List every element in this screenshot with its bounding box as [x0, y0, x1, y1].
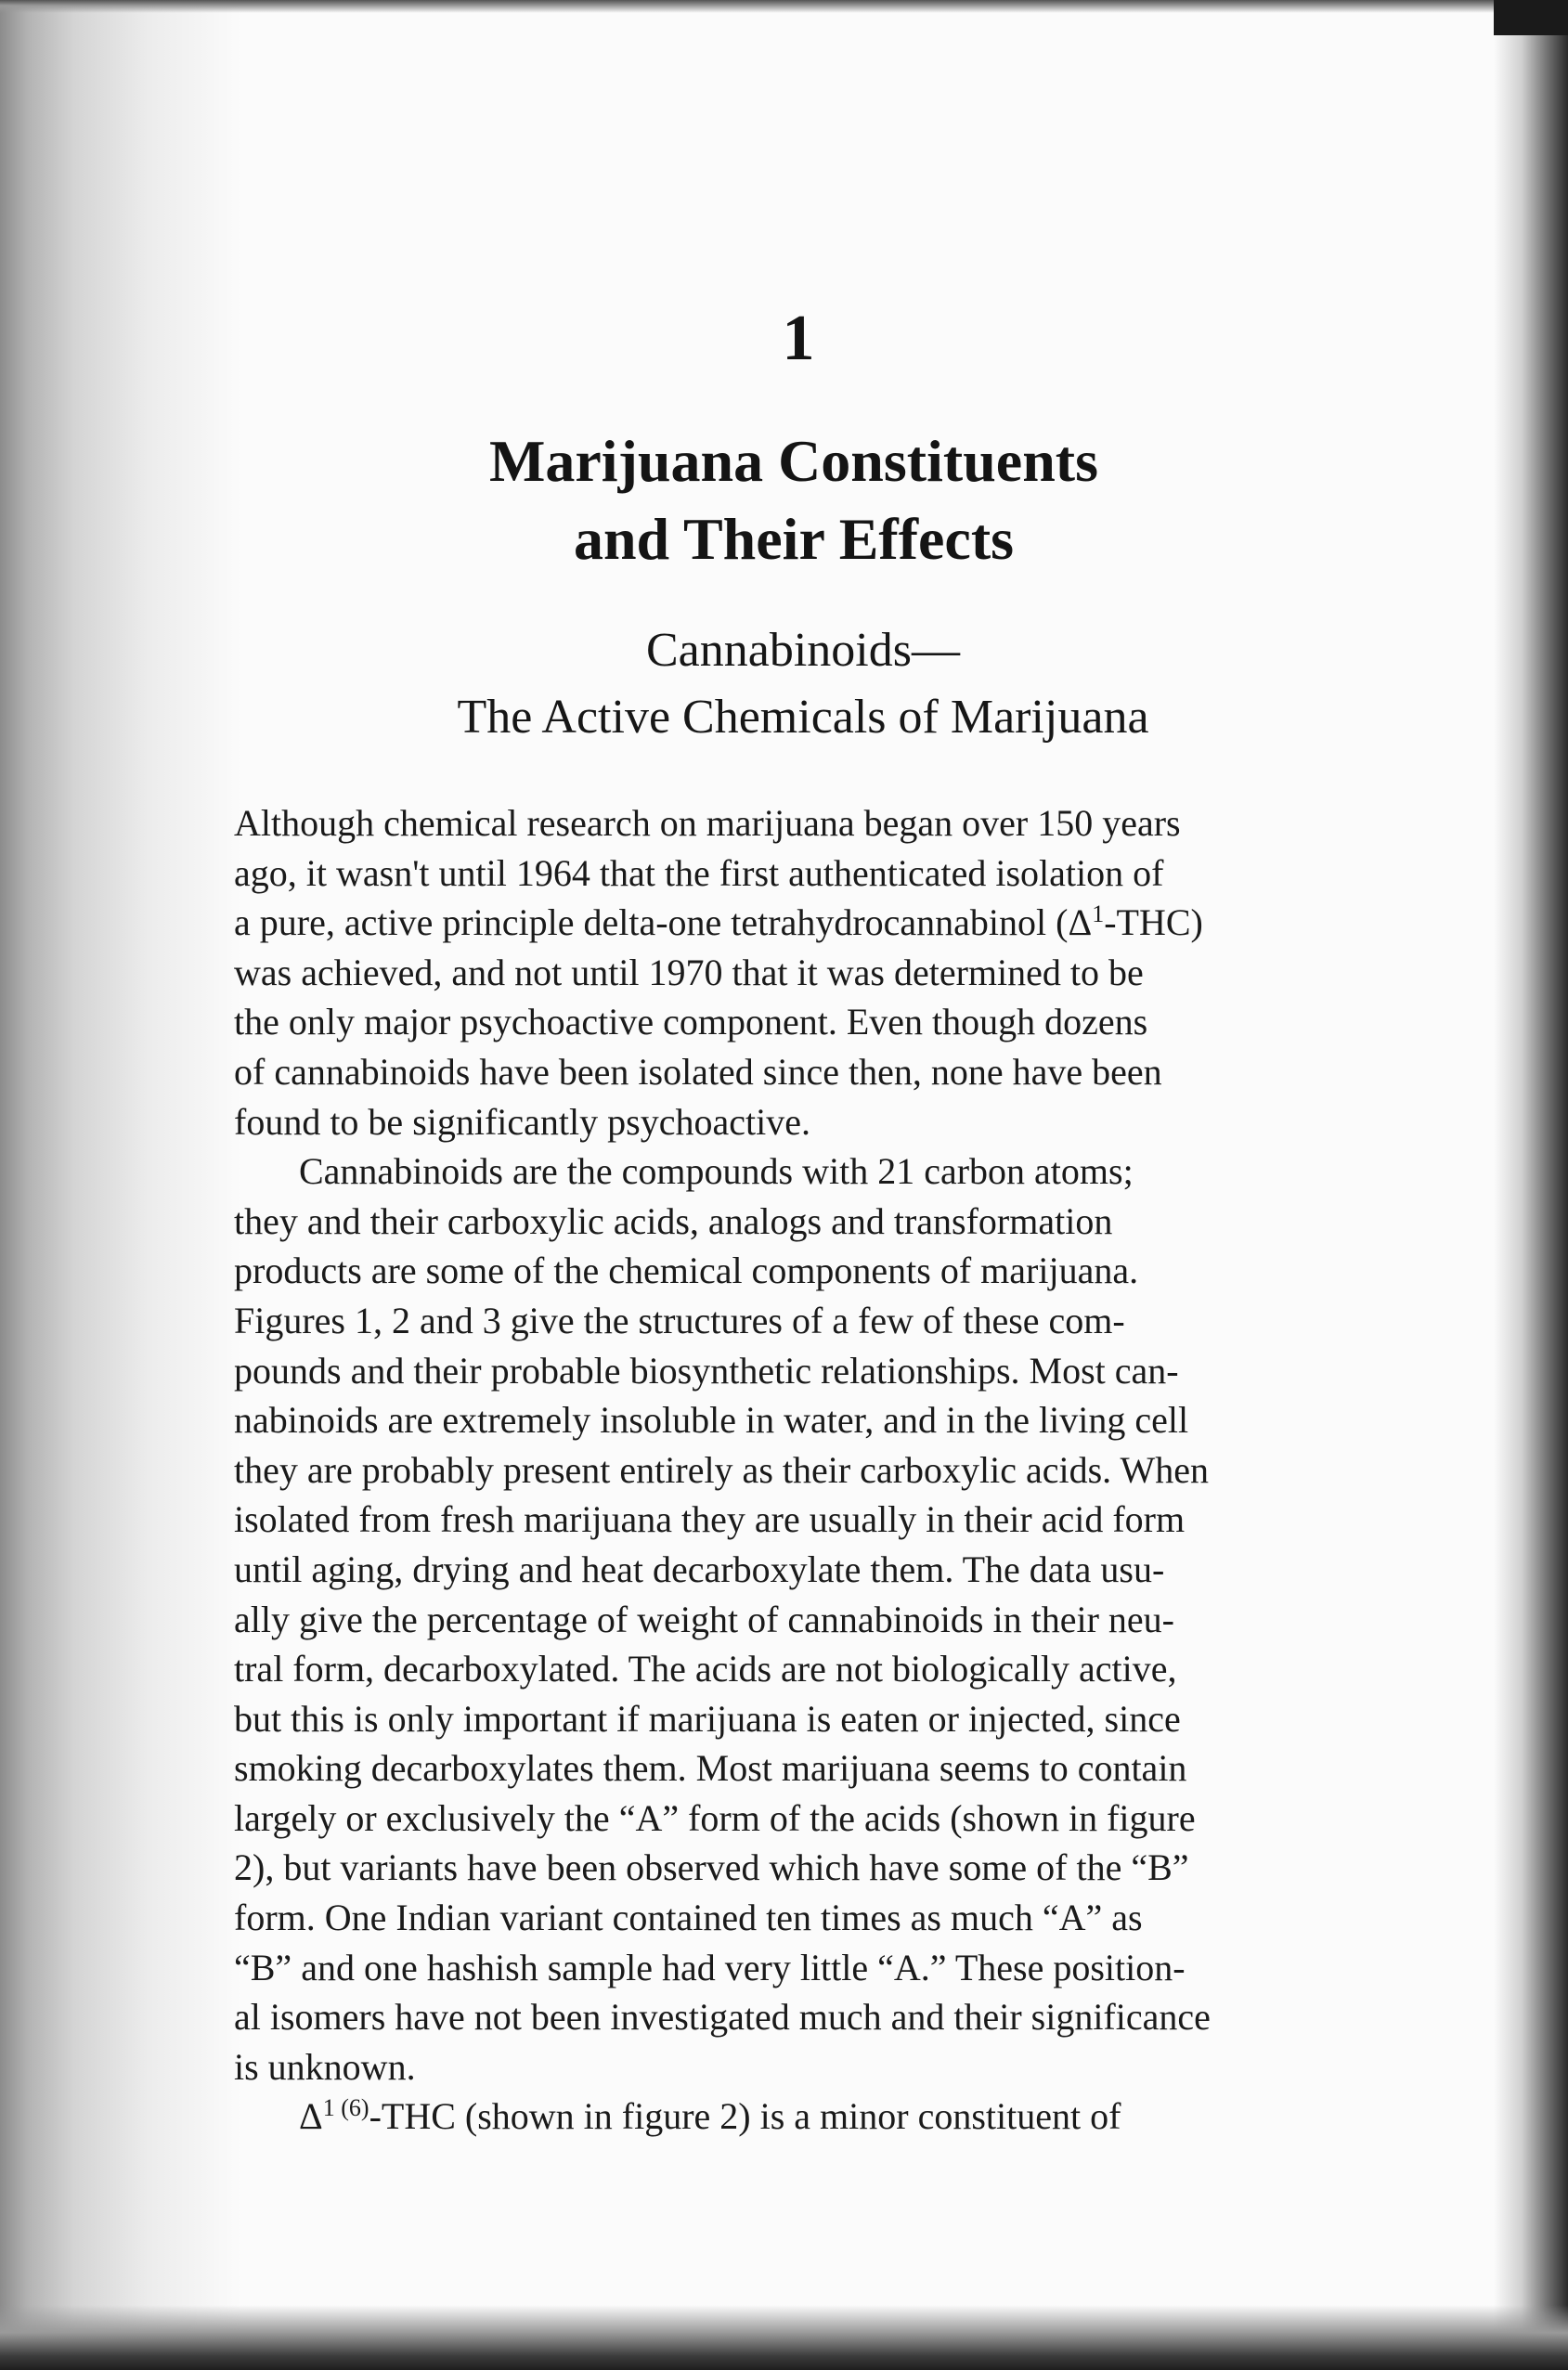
paragraph-2 — [234, 1146, 1432, 2092]
text-line: ally give the percentage of weight of cannabinoids in their neu- — [234, 1598, 1174, 1640]
bottom-page-edge — [0, 2305, 1568, 2370]
paragraph-1 — [234, 798, 1432, 1146]
top-page-edge — [0, 0, 1504, 13]
superscript: 1 (6) — [322, 2094, 369, 2122]
section-title — [0, 617, 1568, 751]
text-line: al isomers have not been investigated much and their significance — [234, 1996, 1211, 2039]
book-cover-corner — [1494, 0, 1568, 35]
text-line — [234, 2092, 1432, 2142]
delta-symbol: Δ — [299, 2095, 323, 2138]
section-title-line-1: Cannabinoids— — [646, 624, 960, 677]
text-line: found to be significantly psychoactive. — [234, 1100, 810, 1143]
text-line: ago, it wasn't until 1964 that the first authenticated isolation of — [234, 851, 1164, 894]
text-line: Although chemical research on marijuana began over 150 years — [234, 802, 1181, 844]
text-line: largely or exclusively the “A” form of the acids (shown in figure — [234, 1796, 1196, 1839]
text-line-start: a pure, active principle delta-one tetrahydrocannabinol (Δ — [234, 901, 1093, 944]
text-line: “B” and one hashish sample had very little “A.” These position- — [234, 1946, 1186, 1988]
text-line: they and their carboxylic acids, analogs and transformation — [234, 1199, 1113, 1242]
text-line: but this is only important if marijuana is eaten or injected, since — [234, 1697, 1181, 1740]
chapter-title-line-1: Marijuana Constituents — [488, 428, 1099, 494]
text-line: they are probably present entirely as their carboxylic acids. When — [234, 1448, 1209, 1491]
text-line: of cannabinoids have been isolated since then, none have been — [234, 1050, 1162, 1093]
text-line: 2), but variants have been observed which have some of the “B” — [234, 1846, 1189, 1889]
text-line: tral form, decarboxylated. The acids are not biologically active, — [234, 1648, 1177, 1690]
text-line: until aging, drying and heat decarboxylate them. The data usu- — [234, 1548, 1165, 1590]
body-text — [234, 798, 1432, 2142]
paragraph-3 — [234, 2092, 1432, 2142]
text-line-end: -THC) — [1104, 901, 1203, 944]
section-title-line-2: The Active Chemicals of Marijuana — [457, 691, 1149, 744]
text-line: Figures 1, 2 and 3 give the structures of a few of these com- — [234, 1299, 1125, 1341]
chapter-number: 1 — [782, 303, 815, 374]
chapter-title — [0, 422, 1568, 578]
text-line: products are some of the chemical components of marijuana. — [234, 1250, 1139, 1292]
text-line: smoking decarboxylates them. Most marijuana seems to contain — [234, 1747, 1187, 1790]
text-line-end: -THC (shown in figure 2) is a minor constituent of — [369, 2095, 1121, 2138]
text-line: was achieved, and not until 1970 that it was determined to be — [234, 951, 1144, 993]
text-line: the only major psychoactive component. Even though dozens — [234, 1001, 1148, 1043]
chapter-title-line-2: and Their Effects — [573, 506, 1015, 572]
text-line: form. One Indian variant contained ten times as much “A” as — [234, 1897, 1143, 1939]
text-line: isolated from fresh marijuana they are usually in their acid form — [234, 1498, 1186, 1541]
text-line — [234, 898, 1432, 948]
superscript: 1 — [1092, 900, 1105, 928]
text-line: nabinoids are extremely insoluble in water, and in the living cell — [234, 1399, 1189, 1442]
text-line: pounds and their probable biosynthetic relationships. Most can- — [234, 1349, 1179, 1392]
text-line: Cannabinoids are the compounds with 21 carbon atoms; — [299, 1150, 1134, 1193]
text-line: is unknown. — [234, 2045, 416, 2088]
